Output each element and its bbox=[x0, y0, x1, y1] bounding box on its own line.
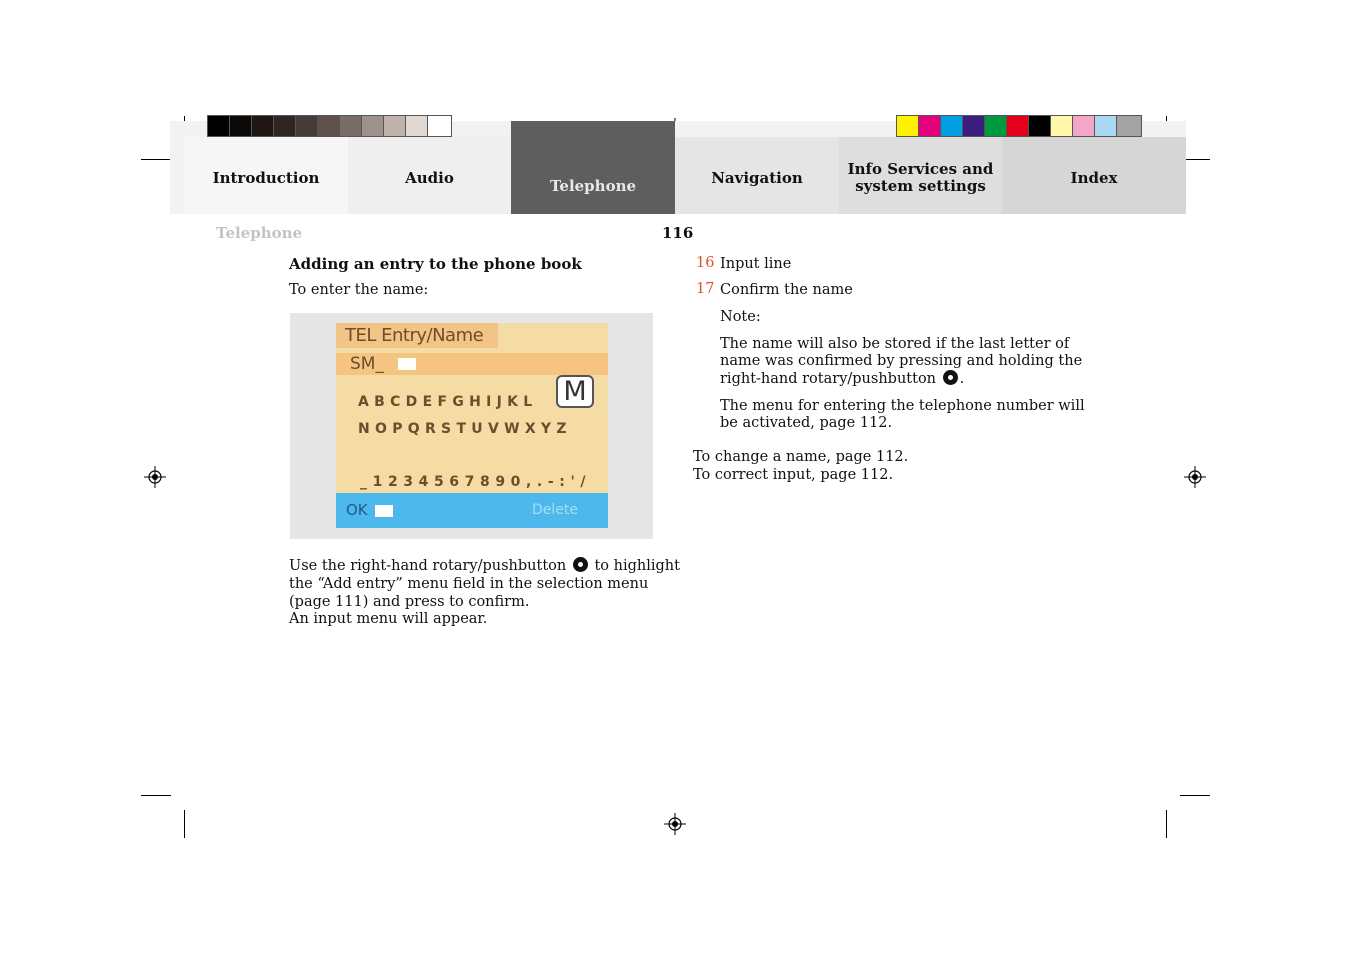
tab-label-line2: system settings bbox=[855, 176, 986, 195]
grayscale-color-bar bbox=[207, 115, 452, 137]
display-figure bbox=[290, 313, 653, 539]
instruction-line-1 bbox=[289, 557, 680, 575]
name-input-line bbox=[336, 353, 608, 375]
note-line: be activated, page 112. bbox=[720, 415, 893, 431]
registration-mark-icon bbox=[144, 466, 166, 488]
tab-index[interactable] bbox=[1002, 137, 1186, 214]
item-number: 16 bbox=[696, 255, 715, 271]
note-line: The menu for entering the telephone number will bbox=[720, 398, 1085, 414]
note-label: Note: bbox=[720, 309, 761, 325]
number-row: _1234567890,.-:'/ bbox=[360, 474, 592, 490]
screen-title: TEL Entry/Name bbox=[336, 323, 498, 348]
correct-input-reference: To correct input, page 112. bbox=[693, 467, 894, 483]
letter-row-1: ABCDEFGHIJKL bbox=[358, 394, 538, 410]
rotary-pushbutton-icon bbox=[943, 370, 958, 385]
item-number: 17 bbox=[696, 281, 715, 297]
tab-info-services[interactable] bbox=[839, 137, 1002, 214]
note-line: The name will also be stored if the last letter of bbox=[720, 336, 1070, 352]
tab-label: Telephone bbox=[549, 176, 637, 195]
rotary-pushbutton-icon bbox=[573, 557, 588, 572]
page-number: 116 bbox=[662, 224, 694, 242]
tab-navigation[interactable] bbox=[675, 137, 839, 214]
tab-label: Navigation bbox=[711, 169, 803, 187]
screen-softkey-bar bbox=[336, 493, 608, 528]
section-label: Telephone bbox=[216, 224, 303, 242]
crop-mark bbox=[1166, 810, 1167, 838]
input-value: SM_ bbox=[350, 354, 384, 374]
crop-mark bbox=[141, 159, 171, 160]
ok-softkey: OK bbox=[346, 501, 368, 519]
crop-mark bbox=[184, 810, 185, 838]
section-heading: Adding an entry to the phone book bbox=[289, 255, 582, 273]
change-name-reference: To change a name, page 112. bbox=[693, 449, 909, 465]
instruction-text: Use the right-hand rotary/pushbutton bbox=[289, 558, 567, 574]
note-line bbox=[720, 370, 964, 388]
selected-letter: M bbox=[556, 375, 594, 408]
tab-label: Introduction bbox=[212, 169, 320, 187]
item-text: Confirm the name bbox=[720, 282, 853, 298]
cursor-marker bbox=[398, 358, 416, 370]
crop-mark bbox=[141, 795, 171, 796]
tab-label-line1: Info Services and bbox=[847, 159, 994, 178]
instruction-line-3: (page 111) and press to confirm. bbox=[289, 594, 530, 610]
tab-telephone[interactable] bbox=[511, 121, 675, 214]
note-text: right-hand rotary/pushbutton bbox=[720, 371, 937, 387]
crop-mark bbox=[1180, 795, 1210, 796]
instruction-line-4: An input menu will appear. bbox=[289, 611, 488, 627]
phone-entry-screen bbox=[336, 323, 608, 528]
letter-row-2: NOPQRSTUVWXYZ bbox=[358, 421, 572, 437]
note-line: name was confirmed by pressing and holding the bbox=[720, 353, 1083, 369]
registration-mark-icon bbox=[1184, 466, 1206, 488]
instruction-line-2: the “Add entry” menu field in the selection menu bbox=[289, 576, 649, 592]
softkey-marker bbox=[375, 505, 393, 517]
instruction-text: to highlight bbox=[594, 558, 680, 574]
item-text: Input line bbox=[720, 256, 792, 272]
tab-audio[interactable] bbox=[348, 137, 511, 214]
tab-label: Index bbox=[1070, 169, 1118, 187]
registration-mark-icon bbox=[664, 813, 686, 835]
color-control-bar bbox=[896, 115, 1142, 137]
tab-label: Audio bbox=[405, 169, 454, 187]
note-text-end: . bbox=[959, 371, 965, 387]
intro-text: To enter the name: bbox=[289, 282, 429, 298]
tab-introduction[interactable] bbox=[184, 137, 348, 214]
delete-softkey: Delete bbox=[532, 502, 578, 518]
